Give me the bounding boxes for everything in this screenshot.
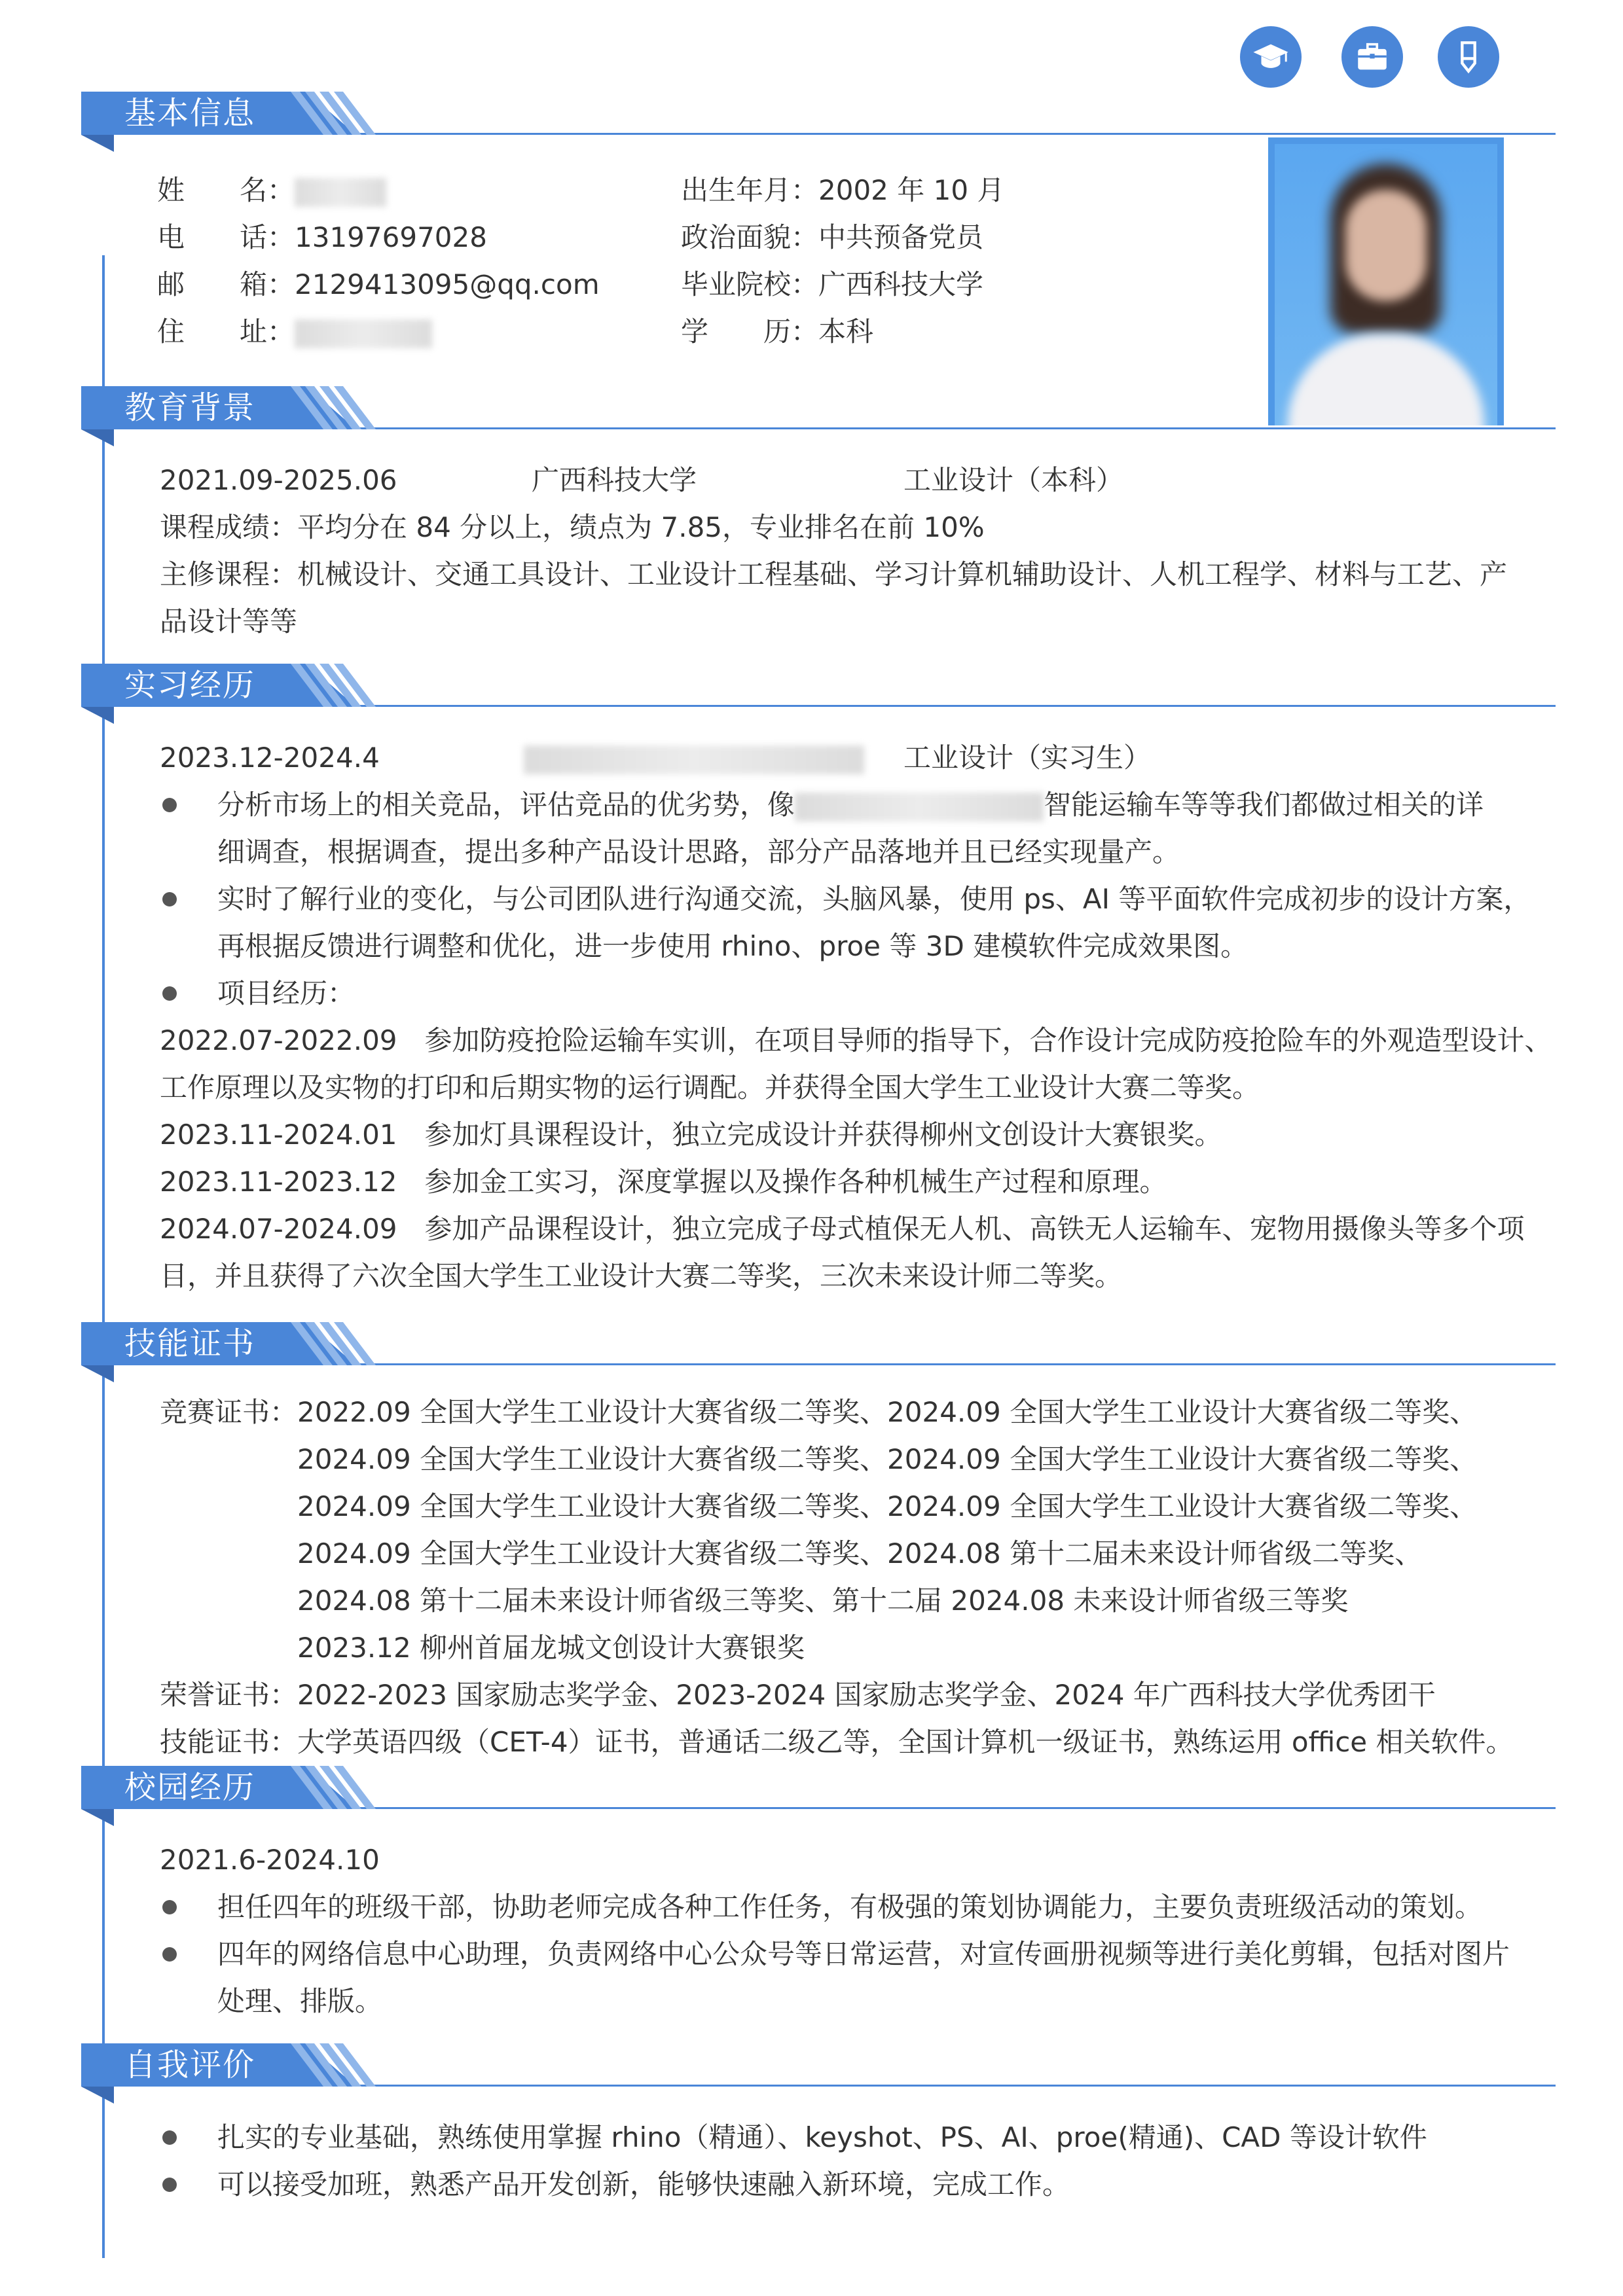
degree-label: 学 历： bbox=[681, 315, 819, 348]
competition-line: 2024.09 全国大学生工业设计大赛省级二等奖、2024.09 全国大学生工业设计大赛省级二等奖、 bbox=[297, 1490, 1478, 1522]
project-4-line1: 2024.07-2024.09 参加产品课程设计，独立完成子母式植保无人机、高铁无人运输车、宠物用摄像头等多个项 bbox=[160, 1213, 1525, 1245]
address-label: 住 址： bbox=[157, 315, 295, 348]
email-row bbox=[157, 261, 600, 308]
internship-bullet-3: 项目经历： bbox=[217, 977, 356, 1009]
internship-bullet-1-suffix: 智能运输车等等我们都做过相关的详 bbox=[1044, 789, 1484, 821]
competition-line: 2024.09 全国大学生工业设计大赛省级二等奖、2024.08 第十二届未来设计师省级二等奖、 bbox=[297, 1537, 1423, 1570]
campus-bullet-2-line2: 处理、排版。 bbox=[217, 1985, 383, 2017]
section-title: 基本信息 bbox=[124, 95, 256, 132]
section-header-education bbox=[81, 386, 1556, 458]
education-major: 工业设计（本科） bbox=[903, 464, 1124, 496]
section-title: 自我评价 bbox=[124, 2047, 256, 2083]
timeline-line bbox=[102, 255, 105, 2258]
campus-bullet-1: 担任四年的班级干部，协助老师完成各种工作任务，有极强的策划协调能力，主要负责班级活动的策划。 bbox=[217, 1891, 1483, 1923]
campus-period: 2021.6-2024.10 bbox=[160, 1844, 380, 1876]
politics-label: 政治面貌： bbox=[681, 221, 819, 253]
project-4-line2: 目，并且获得了六次全国大学生工业设计大赛二等奖，三次未来设计师二等奖。 bbox=[160, 1260, 1123, 1292]
education-school: 广西科技大学 bbox=[532, 464, 697, 496]
section-header-internship bbox=[81, 664, 1556, 736]
bullet-dot bbox=[162, 2130, 177, 2145]
education-courses-line1: 主修课程：机械设计、交通工具设计、工业设计工程基础、学习计算机辅助设计、人机工程学、材料与工艺、产 bbox=[160, 558, 1508, 590]
internship-bullet-2-line2: 再根据反馈进行调整和优化，进一步使用 rhino、proe 等 3D 建模软件完成效果图。 bbox=[217, 930, 1249, 962]
profile-photo bbox=[1268, 137, 1504, 425]
school-label: 毕业院校： bbox=[681, 268, 819, 300]
birth-label: 出生年月： bbox=[681, 174, 819, 206]
education-courses-line2: 品设计等等 bbox=[160, 605, 298, 637]
email-value: 2129413095@qq.com bbox=[295, 268, 600, 300]
self-bullet-1: 扎实的专业基础，熟练使用掌握 rhino（精通）、keyshot、PS、AI、proe(精通)、CAD 等设计软件 bbox=[217, 2121, 1427, 2153]
degree-value: 本科 bbox=[818, 315, 874, 348]
competition-label: 竞赛证书： bbox=[160, 1396, 298, 1428]
section-title: 校园经历 bbox=[124, 1769, 256, 1806]
pen-icon bbox=[1438, 26, 1499, 88]
section-title: 技能证书 bbox=[124, 1325, 256, 1362]
education-period: 2021.09-2025.06 bbox=[160, 464, 397, 496]
phone-label: 电 话： bbox=[157, 221, 295, 253]
section-title: 教育背景 bbox=[124, 389, 256, 426]
section-header-campus bbox=[81, 1766, 1556, 1838]
internship-bullet-2-line1: 实时了解行业的变化，与公司团队进行沟通交流，头脑风暴，使用 ps、AI 等平面软件完成初步的设计方案， bbox=[217, 883, 1531, 915]
school-value: 广西科技大学 bbox=[818, 268, 984, 300]
internship-bullet-1-line1 bbox=[217, 781, 1484, 829]
birth-row bbox=[681, 167, 1004, 214]
self-bullet-2: 可以接受加班，熟悉产品开发创新，能够快速融入新环境，完成工作。 bbox=[217, 2168, 1070, 2200]
competition-line: 2022.09 全国大学生工业设计大赛省级二等奖、2024.09 全国大学生工业设计大赛省级二等奖、 bbox=[297, 1396, 1478, 1428]
project-3: 2023.11-2023.12 参加金工实习，深度掌握以及操作各种机械生产过程和原理。 bbox=[160, 1166, 1167, 1198]
redacted-name bbox=[295, 178, 386, 207]
internship-bullet-1-line2: 细调查，根据调查，提出多种产品设计思路，部分产品落地并且已经实现量产。 bbox=[217, 836, 1180, 868]
school-row bbox=[681, 261, 983, 308]
redacted-address bbox=[295, 319, 432, 348]
section-title: 实习经历 bbox=[124, 667, 256, 704]
name-label: 姓 名： bbox=[157, 174, 295, 206]
email-label: 邮 箱： bbox=[157, 268, 295, 300]
bullet-dot bbox=[162, 892, 177, 906]
internship-bullet-1-prefix: 分析市场上的相关竞品，评估竞品的优劣势，像 bbox=[217, 789, 795, 821]
politics-value: 中共预备党员 bbox=[818, 221, 984, 253]
section-header-self bbox=[81, 2043, 1556, 2115]
politics-row bbox=[681, 214, 983, 261]
skill-certificates: 技能证书：大学英语四级（CET-4）证书，普通话二级乙等，全国计算机一级证书，熟练运用 office 相关软件。 bbox=[160, 1726, 1514, 1758]
name-row bbox=[157, 167, 386, 214]
redacted-company bbox=[524, 745, 864, 774]
bullet-dot bbox=[162, 1947, 177, 1962]
internship-company bbox=[524, 734, 864, 781]
address-row bbox=[157, 308, 432, 355]
degree-row bbox=[681, 308, 873, 355]
birth-value: 2002 年 10 月 bbox=[818, 174, 1005, 206]
bullet-dot bbox=[162, 2178, 177, 2192]
competition-line: 2024.08 第十二届未来设计师省级三等奖、第十二届 2024.08 未来设计师省级三等奖 bbox=[297, 1585, 1349, 1617]
section-header-skills bbox=[81, 1322, 1556, 1394]
campus-bullet-2-line1: 四年的网络信息中心助理，负责网络中心公众号等日常运营，对宣传画册视频等进行美化剪辑，包括对图片 bbox=[217, 1938, 1510, 1970]
redacted-product bbox=[795, 793, 1044, 821]
honor-certificates: 荣誉证书：2022-2023 国家励志奖学金、2023-2024 国家励志奖学金、2024 年广西科技大学优秀团干 bbox=[160, 1679, 1436, 1711]
project-2: 2023.11-2024.01 参加灯具课程设计，独立完成设计并获得柳州文创设计大赛银奖。 bbox=[160, 1119, 1222, 1151]
phone-row bbox=[157, 214, 487, 261]
education-grades: 课程成绩：平均分在 84 分以上，绩点为 7.85，专业排名在前 10% bbox=[160, 511, 985, 543]
project-1-line1: 2022.07-2022.09 参加防疫抢险运输车实训，在项目导师的指导下，合作设计完成防疫抢险车的外观造型设计、 bbox=[160, 1024, 1552, 1056]
competition-line: 2024.09 全国大学生工业设计大赛省级二等奖、2024.09 全国大学生工业设计大赛省级二等奖、 bbox=[297, 1443, 1478, 1475]
bullet-dot bbox=[162, 1900, 177, 1914]
graduation-cap-icon bbox=[1240, 26, 1302, 88]
internship-role: 工业设计（实习生） bbox=[903, 742, 1152, 774]
bullet-dot bbox=[162, 986, 177, 1001]
phone-value: 13197697028 bbox=[295, 221, 487, 253]
briefcase-icon bbox=[1341, 26, 1403, 88]
internship-period: 2023.12-2024.4 bbox=[160, 742, 380, 774]
competition-line: 2023.12 柳州首届龙城文创设计大赛银奖 bbox=[297, 1632, 805, 1664]
bullet-dot bbox=[162, 798, 177, 812]
project-1-line2: 工作原理以及实物的打印和后期实物的运行调配。并获得全国大学生工业设计大赛二等奖。 bbox=[160, 1071, 1260, 1103]
